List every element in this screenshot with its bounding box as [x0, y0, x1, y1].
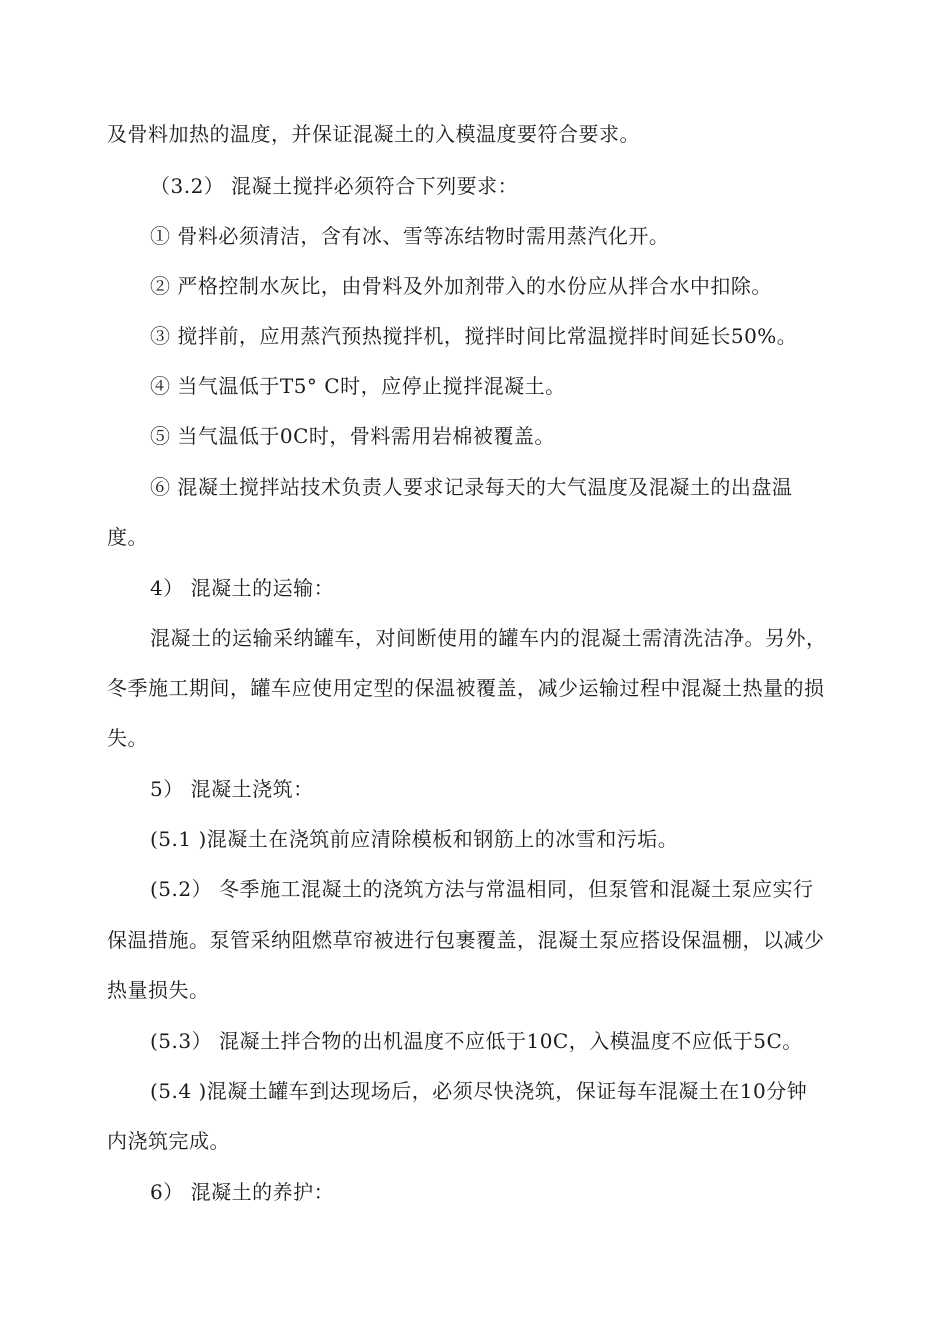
list-item-3: ③ 搅拌前，应用蒸汽预热搅拌机，搅拌时间比常温搅拌时间延长50%。 — [150, 324, 798, 348]
item-5-3: (5.3） 混凝土拌合物的出机温度不应低于10C，入模温度不应低于5C。 — [150, 1029, 803, 1053]
list-item-4: ④ 当气温低于T5° C时，应停止搅拌混凝土。 — [150, 374, 566, 398]
list-item-2: ② 严格控制水灰比，由骨料及外加剂带入的水份应从拌合水中扣除。 — [150, 274, 772, 298]
text-line: 及骨料加热的温度，并保证混凝土的入模温度要符合要求。 — [107, 122, 640, 146]
text-line: 度。 — [107, 525, 148, 549]
paragraph-line: 内浇筑完成。 — [107, 1129, 230, 1153]
section-heading-3-2: （3.2） 混凝土搅拌必须符合下列要求： — [150, 174, 519, 198]
section-heading-6: 6） 混凝土的养护： — [150, 1180, 335, 1204]
list-item-5: ⑤ 当气温低于0C时，骨料需用岩棉被覆盖。 — [150, 424, 555, 448]
list-item-1: ① 骨料必须清洁，含有冰、雪等冻结物时需用蒸汽化开。 — [150, 224, 670, 248]
paragraph-line: 热量损失。 — [107, 978, 210, 1002]
section-heading-5: 5） 混凝土浇筑： — [150, 777, 314, 801]
paragraph-line: 冬季施工期间，罐车应使用定型的保温被覆盖，减少运输过程中混凝土热量的损 — [107, 676, 825, 700]
item-5-2: (5.2） 冬季施工混凝土的浇筑方法与常温相同，但泵管和混凝土泵应实行 — [150, 877, 814, 901]
item-5-4: (5.4 )混凝土罐车到达现场后，必须尽快浇筑，保证每车混凝土在10分钟 — [150, 1079, 808, 1103]
paragraph-line: 保温措施。泵管采纳阻燃草帘被进行包裹覆盖，混凝土泵应搭设保温棚，以减少 — [107, 928, 825, 952]
item-5-1: (5.1 )混凝土在浇筑前应清除模板和钢筋上的冰雪和污垢。 — [150, 827, 679, 851]
paragraph-line: 失。 — [107, 726, 148, 750]
section-heading-4: 4） 混凝土的运输： — [150, 576, 335, 600]
list-item-6: ⑥ 混凝土搅拌站技术负责人要求记录每天的大气温度及混凝土的出盘温 — [150, 475, 793, 499]
paragraph-line: 混凝土的运输采纳罐车，对间断使用的罐车内的混凝土需清洗洁净。另外， — [150, 626, 827, 650]
